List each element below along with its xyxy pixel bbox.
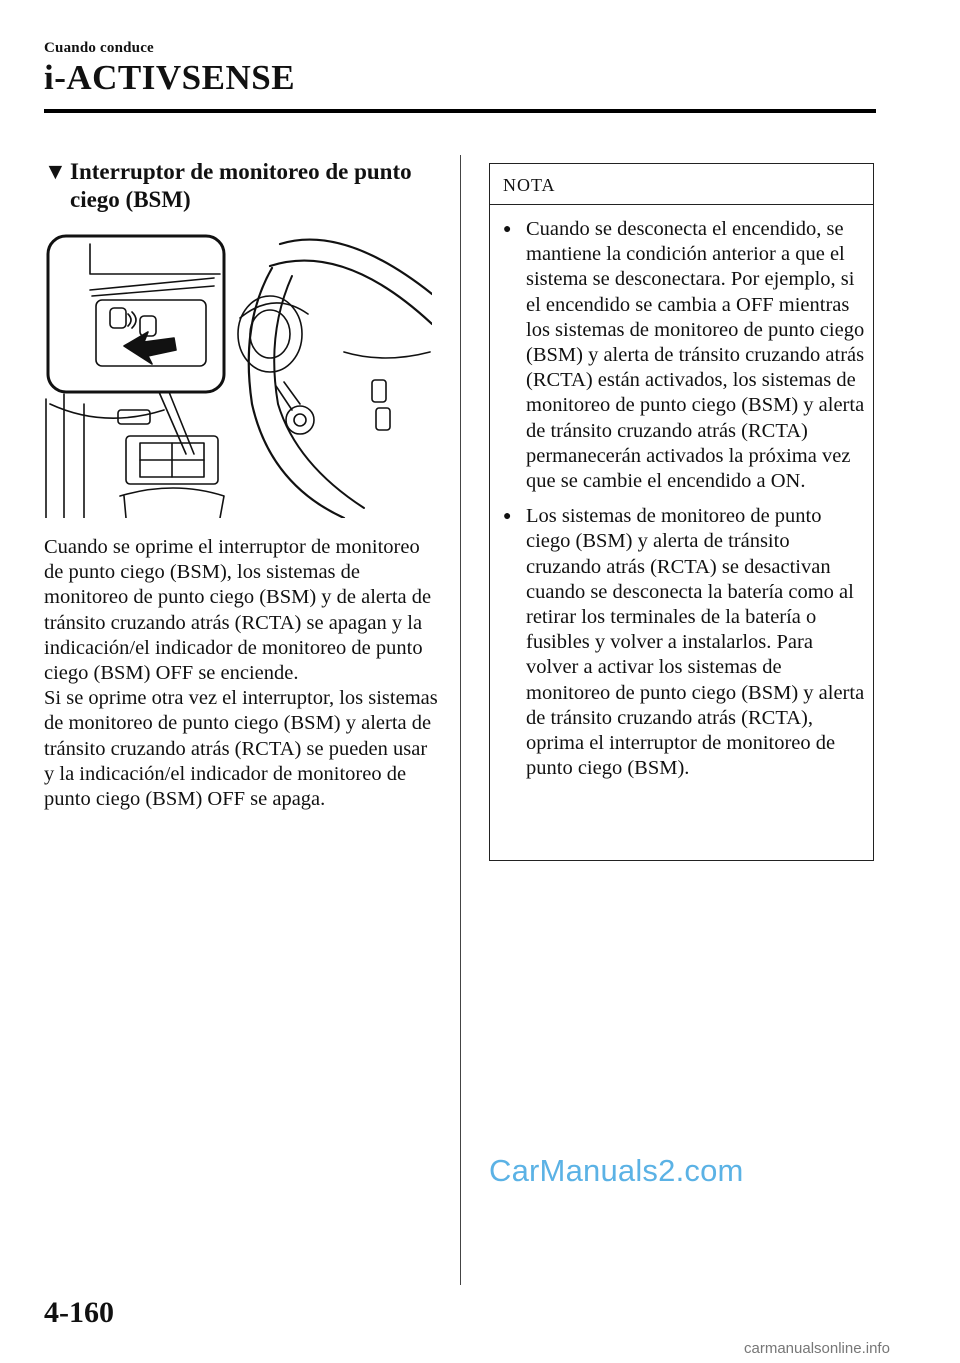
triangle-marker-icon: ▼ (44, 159, 67, 184)
note-list (490, 205, 873, 781)
watermark-logo: CarManuals2.com (489, 1153, 744, 1188)
note-item-text: Cuando se desconecta el encendido, se mantiene la condición anterior a que el sistema se desconectara. Por ejemplo, si el encendido se cambia a OFF mientras los sistemas de monitoreo de punto ciego (BSM) y alerta de tránsito cruzando atrás (RCTA) están activados, los sistemas de monitoreo de punto ciego (BSM) y alerta de tránsito cruzando atrás (RCTA) permanecerán activados la próxima vez que se cambie el encendido a ON. (526, 218, 865, 493)
bullet-icon: ● (503, 509, 512, 525)
note-item (503, 217, 865, 494)
bullet-icon: ● (503, 222, 512, 237)
note-item-text: Los sistemas de monitoreo de punto ciego (BSM) y alerta de tránsito cruzando atrás (RCTA) se desactivan cuando se desconecta la batería como al retirar los terminales de la batería o fusibles y volver a instalarlos. Para volver a activar los sistemas de monitoreo de punto ciego (BSM) y alerta de tránsito cruzando atrás (RCTA), oprima el interruptor de monitoreo de punto ciego (BSM). (526, 505, 865, 780)
note-item (503, 504, 865, 781)
subsection-heading-text: Interruptor de monitoreo de punto ciego (BSM) (70, 159, 412, 212)
note-box (489, 163, 874, 861)
paragraph-2: Si se oprime otra vez el interruptor, los sistemas de monitoreo de punto ciego (BSM) y alerta de tránsito cruzando atrás (RCTA) se pueden usar y la indicación/el indicador de monitoreo de punto ciego (BSM) OFF se apaga. (44, 687, 438, 811)
subsection-heading (44, 158, 439, 214)
note-title: NOTA (490, 164, 873, 205)
bsm-switch-illustration (44, 234, 432, 518)
header-rule (44, 109, 876, 113)
footer-site-watermark: carmanualsonline.info (744, 1340, 890, 1357)
left-column (44, 158, 439, 812)
paragraph-1: Cuando se oprime el interruptor de monitoreo de punto ciego (BSM), los sistemas de monitoreo de punto ciego (BSM) y de alerta de tránsito cruzando atrás (RCTA) se apagan y la indicación/el indicador de monitoreo de punto ciego (BSM) OFF se enciende. (44, 536, 432, 685)
section-title: i-ACTIVSENSE (44, 58, 296, 97)
page-number: 4-160 (44, 1296, 114, 1329)
chapter-label: Cuando conduce (44, 40, 154, 56)
column-divider (460, 155, 461, 1285)
